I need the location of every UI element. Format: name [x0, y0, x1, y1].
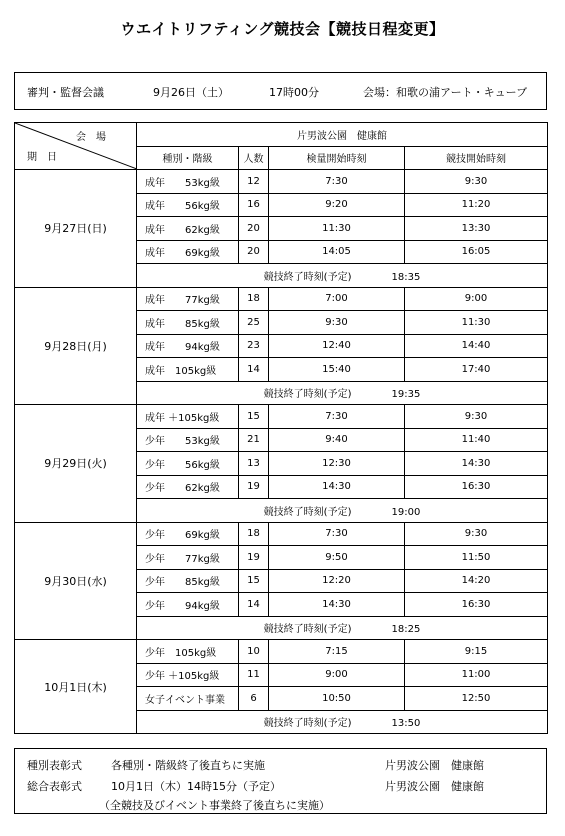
table-corner-cell — [15, 123, 137, 170]
category-cell: 少年 85kg級 — [137, 569, 239, 593]
category-cell: 成年 ＋105kg級 — [137, 405, 239, 429]
category-cell: 少年 77kg級 — [137, 546, 239, 570]
category-cell: 成年 77kg級 — [137, 287, 239, 311]
page-title: ウエイトリフティング競技会【競技日程変更】 — [120, 20, 445, 38]
count-cell: 6 — [239, 687, 269, 711]
count-cell: 21 — [239, 428, 269, 452]
weigh-in-cell: 15:40 — [269, 358, 405, 382]
meeting-date: 9月26日（土） — [153, 86, 229, 99]
start-time-cell: 16:05 — [405, 240, 548, 264]
start-time-cell: 14:20 — [405, 569, 548, 593]
end-time-label: 競技終了時刻(予定) — [263, 389, 352, 401]
count-cell: 20 — [239, 240, 269, 264]
start-time-cell: 9:15 — [405, 640, 548, 664]
meeting-time: 17時00分 — [269, 86, 319, 99]
weigh-in-cell: 14:30 — [269, 475, 405, 499]
count-cell: 12 — [239, 170, 269, 194]
overall-awards-label: 総合表彰式 — [27, 780, 82, 793]
count-cell: 20 — [239, 217, 269, 241]
overall-awards-text: 10月1日（木）14時15分（予定） — [111, 780, 281, 793]
table-row — [15, 405, 548, 429]
start-time-cell: 11:50 — [405, 546, 548, 570]
end-time-cell — [137, 499, 548, 523]
end-time-cell — [137, 381, 548, 405]
day-date-cell: 9月29日(火) — [15, 405, 137, 523]
count-cell: 18 — [239, 287, 269, 311]
end-time-label: 競技終了時刻(予定) — [263, 718, 352, 730]
corner-venue-label: 会 場 — [76, 132, 106, 143]
category-cell: 少年 62kg級 — [137, 475, 239, 499]
awards-text: 各種別・階級終了後直ちに実施 — [111, 759, 265, 772]
end-time-label: 競技終了時刻(予定) — [263, 271, 352, 283]
start-time-cell: 16:30 — [405, 593, 548, 617]
start-time-cell: 16:30 — [405, 475, 548, 499]
count-cell: 11 — [239, 663, 269, 687]
count-cell: 16 — [239, 193, 269, 217]
weigh-in-cell: 11:30 — [269, 217, 405, 241]
end-time-label: 競技終了時刻(予定) — [263, 506, 352, 518]
end-time-value: 19:35 — [391, 389, 421, 401]
weigh-in-cell: 7:30 — [269, 170, 405, 194]
count-cell: 10 — [239, 640, 269, 664]
count-cell: 15 — [239, 569, 269, 593]
meeting-label: 審判・監督会議 — [27, 86, 104, 99]
weigh-in-cell: 9:50 — [269, 546, 405, 570]
category-cell: 成年 69kg級 — [137, 240, 239, 264]
corner-date-label: 期 日 — [27, 152, 57, 163]
start-time-cell: 9:30 — [405, 522, 548, 546]
start-time-cell: 11:00 — [405, 663, 548, 687]
table-row — [15, 522, 548, 546]
count-cell: 19 — [239, 475, 269, 499]
count-cell: 14 — [239, 593, 269, 617]
weigh-in-cell: 7:30 — [269, 522, 405, 546]
header-count: 人数 — [239, 146, 269, 170]
day-date-cell: 9月28日(月) — [15, 287, 137, 405]
schedule-table — [14, 122, 548, 734]
category-cell: 少年 ＋105kg級 — [137, 663, 239, 687]
weigh-in-cell: 9:20 — [269, 193, 405, 217]
weigh-in-cell: 7:15 — [269, 640, 405, 664]
count-cell: 19 — [239, 546, 269, 570]
end-time-value: 19:00 — [391, 506, 421, 518]
start-time-cell: 9:00 — [405, 287, 548, 311]
category-cell: 成年 85kg級 — [137, 311, 239, 335]
header-start: 競技開始時刻 — [405, 146, 548, 170]
end-time-value: 13:50 — [391, 718, 421, 730]
ceremony-box — [14, 748, 547, 814]
overall-awards-venue: 片男波公園 健康館 — [385, 780, 484, 793]
category-cell: 成年 62kg級 — [137, 217, 239, 241]
day-date-cell: 9月27日(日) — [15, 170, 137, 288]
weigh-in-cell: 14:30 — [269, 593, 405, 617]
weigh-in-cell: 7:30 — [269, 405, 405, 429]
day-date-cell: 10月1日(木) — [15, 640, 137, 734]
category-cell: 成年 53kg級 — [137, 170, 239, 194]
header-category: 種別・階級 — [137, 146, 239, 170]
start-time-cell: 11:20 — [405, 193, 548, 217]
meeting-box — [14, 72, 547, 110]
end-time-value: 18:25 — [391, 624, 421, 636]
category-cell: 成年 105kg級 — [137, 358, 239, 382]
start-time-cell: 14:40 — [405, 334, 548, 358]
overall-awards-note: （全競技及びイベント事業終了後直ちに実施） — [99, 799, 330, 812]
end-time-cell — [137, 710, 548, 734]
start-time-cell: 9:30 — [405, 170, 548, 194]
category-cell: 少年 56kg級 — [137, 452, 239, 476]
table-row — [15, 170, 548, 194]
weigh-in-cell: 9:00 — [269, 663, 405, 687]
weigh-in-cell: 12:40 — [269, 334, 405, 358]
end-time-label: 競技終了時刻(予定) — [263, 624, 352, 636]
count-cell: 14 — [239, 358, 269, 382]
weigh-in-cell: 14:05 — [269, 240, 405, 264]
awards-venue: 片男波公園 健康館 — [385, 759, 484, 772]
weigh-in-cell: 12:20 — [269, 569, 405, 593]
weigh-in-cell: 9:40 — [269, 428, 405, 452]
weigh-in-cell: 7:00 — [269, 287, 405, 311]
count-cell: 18 — [239, 522, 269, 546]
start-time-cell: 11:40 — [405, 428, 548, 452]
category-cell: 少年 53kg級 — [137, 428, 239, 452]
end-time-value: 18:35 — [391, 271, 421, 283]
weigh-in-cell: 12:30 — [269, 452, 405, 476]
table-row — [15, 287, 548, 311]
meeting-venue: 会場：和歌の浦アート・キューブ — [363, 86, 528, 99]
start-time-cell: 9:30 — [405, 405, 548, 429]
count-cell: 23 — [239, 334, 269, 358]
category-cell: 少年 69kg級 — [137, 522, 239, 546]
venue-name-header: 片男波公園 健康館 — [137, 123, 548, 147]
start-time-cell: 14:30 — [405, 452, 548, 476]
weigh-in-cell: 10:50 — [269, 687, 405, 711]
weigh-in-cell: 9:30 — [269, 311, 405, 335]
category-cell: 少年 94kg級 — [137, 593, 239, 617]
category-cell: 成年 56kg級 — [137, 193, 239, 217]
count-cell: 13 — [239, 452, 269, 476]
start-time-cell: 12:50 — [405, 687, 548, 711]
start-time-cell: 17:40 — [405, 358, 548, 382]
count-cell: 25 — [239, 311, 269, 335]
day-date-cell: 9月30日(水) — [15, 522, 137, 640]
end-time-cell — [137, 616, 548, 640]
start-time-cell: 11:30 — [405, 311, 548, 335]
count-cell: 15 — [239, 405, 269, 429]
category-cell: 成年 94kg級 — [137, 334, 239, 358]
category-cell: 少年 105kg級 — [137, 640, 239, 664]
header-weigh-in: 検量開始時刻 — [269, 146, 405, 170]
awards-label: 種別表彰式 — [27, 759, 82, 772]
category-cell: 女子イベント事業 — [137, 687, 239, 711]
start-time-cell: 13:30 — [405, 217, 548, 241]
end-time-cell — [137, 264, 548, 288]
table-row — [15, 640, 548, 664]
